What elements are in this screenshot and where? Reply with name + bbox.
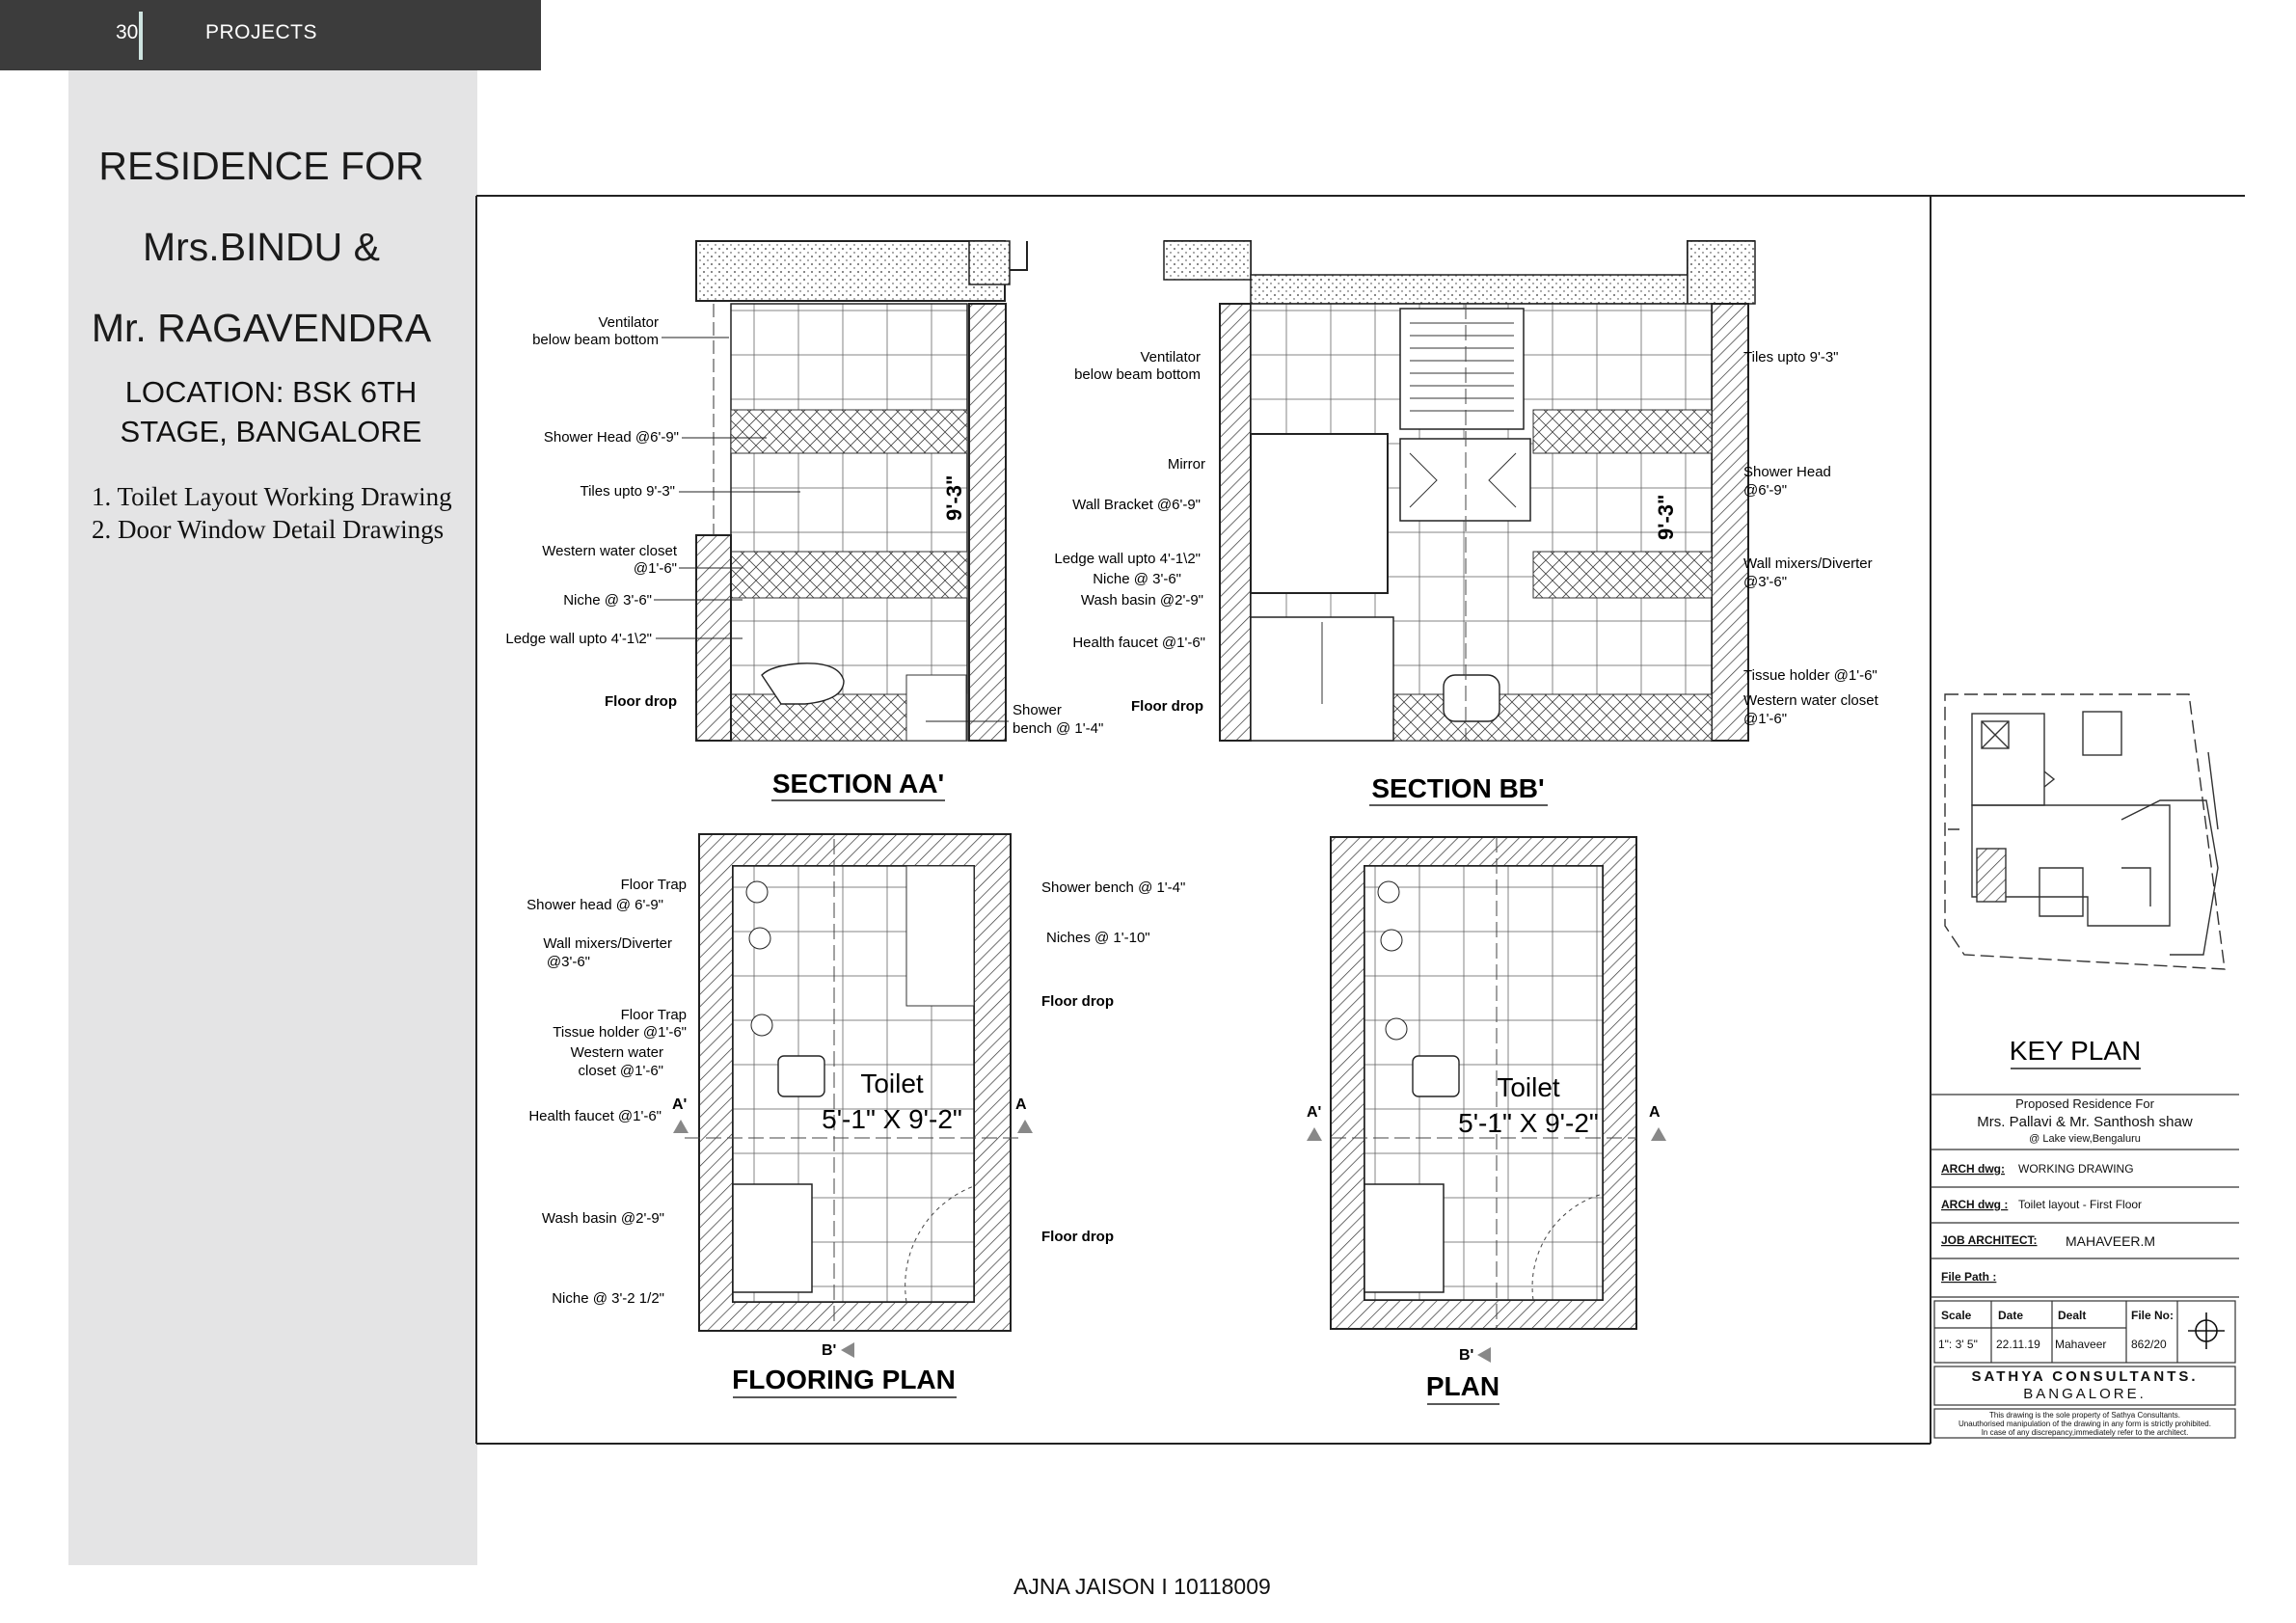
tb-meta-value: 862/20: [2131, 1338, 2167, 1351]
label-wall-mixers: Wall mixers/Diverter: [1743, 555, 1873, 572]
marker-a: A: [1649, 1104, 1661, 1121]
marker-a-prime: A': [672, 1096, 688, 1113]
label-wall-mixers: Wall mixers/Diverter: [543, 935, 672, 952]
label-ledge-wall: Ledge wall upto 4'-1\2": [505, 631, 652, 647]
location-line: STAGE, BANGALORE: [120, 415, 422, 448]
height-dim-aa: 9'-3": [942, 474, 966, 521]
label-ventilator-2: below beam bottom: [532, 332, 659, 348]
flooring-plan-drawing: [685, 834, 1022, 1331]
tb-place: @ Lake view,Bengaluru: [2029, 1133, 2141, 1145]
label-western-water: Western water: [570, 1044, 663, 1061]
tb-disclaimer: In case of any discrepancy,immediately refer to the architect.: [1981, 1428, 2189, 1437]
label-floor-trap-2: Floor Trap: [620, 1007, 687, 1023]
label-mirror: Mirror: [1167, 456, 1205, 473]
project-title-line: Mr. RAGAVENDRA: [91, 306, 432, 350]
label-tiles: Tiles upto 9'-3": [580, 483, 675, 500]
label-floor-drop-2: Floor drop: [1041, 1229, 1114, 1245]
label-ventilator: Ventilator: [1140, 349, 1201, 365]
contents-item: 2. Door Window Detail Drawings: [92, 515, 445, 544]
label-shower-head-2: @6'-9": [1743, 482, 1788, 499]
label-wall-mixers-2: @3'-6": [1743, 574, 1788, 590]
label-shower: Shower: [1013, 702, 1062, 718]
title-block-text: [1938, 1096, 2225, 1437]
label-niche: Niche @ 3'-2 1/2": [552, 1290, 664, 1307]
section-bb-labels-left: [1054, 349, 1205, 715]
label-floor-drop: Floor drop: [1131, 698, 1203, 715]
project-title-line: RESIDENCE FOR: [98, 144, 424, 188]
contents-item: 1. Toilet Layout Working Drawing: [92, 482, 452, 511]
label-ledge-wall: Ledge wall upto 4'-1\2": [1054, 551, 1201, 567]
flooring-plan-title: FLOORING PLAN: [732, 1365, 956, 1394]
room-name: Toilet: [860, 1068, 924, 1098]
label-niche: Niche @ 3'-6": [563, 592, 652, 609]
tb-meta-value: 22.11.19: [1996, 1338, 2040, 1351]
tb-client: Mrs. Pallavi & Mr. Santhosh shaw: [1977, 1114, 2193, 1130]
room-size: 5'-1" X 9'-2": [1458, 1108, 1599, 1138]
label-shower-head: Shower head @ 6'-9": [527, 897, 663, 913]
location-line: LOCATION: BSK 6TH: [124, 375, 418, 409]
tb-city: BANGALORE.: [2023, 1386, 2147, 1402]
section-aa-drawing: [696, 241, 1027, 741]
plan-title: PLAN: [1425, 1371, 1500, 1401]
tb-meta-header: Date: [1998, 1309, 2024, 1322]
tb-meta-header: Scale: [1941, 1309, 1972, 1322]
marker-b-prime: B': [822, 1342, 837, 1359]
project-title-line: Mrs.BINDU &: [143, 225, 380, 269]
label-tissue-holder: Tissue holder @1'-6": [553, 1024, 687, 1041]
page-number: 30: [116, 21, 139, 43]
label-health-faucet: Health faucet @1'-6": [528, 1108, 662, 1124]
marker-a: A: [1015, 1096, 1027, 1113]
tb-meta-value: 1": 3' 5": [1938, 1338, 1978, 1351]
label-ventilator: Ventilator: [598, 314, 659, 331]
tb-row-label: ARCH dwg :: [1941, 1198, 2009, 1211]
tb-row-label: File Path :: [1941, 1270, 1997, 1284]
label-tiles: Tiles upto 9'-3": [1743, 349, 1839, 365]
tb-row-value: MAHAVEER.M: [2066, 1233, 2156, 1249]
label-wc-2: @1'-6": [1743, 711, 1788, 727]
section-label: PROJECTS: [205, 21, 318, 43]
footer-author: AJNA JAISON I 10118009: [1013, 1574, 1271, 1599]
room-size: 5'-1" X 9'-2": [822, 1104, 962, 1134]
tb-row-value: Toilet layout - First Floor: [2018, 1198, 2143, 1211]
tb-meta-header: File No:: [2131, 1309, 2174, 1322]
section-bb-drawing: [1164, 241, 1755, 741]
marker-a-prime: A': [1307, 1104, 1322, 1121]
label-wall-mixers-2: @3'-6": [546, 954, 590, 970]
label-niche: Niche @ 3'-6": [1093, 571, 1181, 587]
marker-b-prime: B': [1459, 1347, 1474, 1364]
tb-disclaimer: This drawing is the sole property of Sathya Consultants.: [1989, 1411, 2180, 1420]
label-wc-height: @1'-6": [633, 560, 677, 577]
label-health-faucet: Health faucet @1'-6": [1072, 635, 1205, 651]
label-wash-basin: Wash basin @2'-9": [1080, 592, 1203, 609]
plan-drawing: [1331, 837, 1636, 1329]
label-niches: Niches @ 1'-10": [1046, 930, 1150, 946]
label-wc: Western water closet: [1743, 692, 1878, 709]
tb-firm: SATHYA CONSULTANTS.: [1971, 1368, 2199, 1385]
tb-meta-header: Dealt: [2058, 1309, 2087, 1322]
section-bb-title: SECTION BB': [1371, 773, 1545, 803]
tb-row-label: ARCH dwg:: [1941, 1162, 2005, 1176]
tb-disclaimer: Unauthorised manipulation of the drawing in any form is strictly prohibited.: [1958, 1420, 2211, 1428]
tb-row-value: WORKING DRAWING: [2018, 1162, 2134, 1176]
flooring-plan-labels-left: [527, 877, 687, 1307]
label-ventilator-2: below beam bottom: [1074, 366, 1201, 383]
tb-row-label: JOB ARCHITECT:: [1941, 1233, 2038, 1247]
section-aa-title: SECTION AA': [771, 769, 945, 798]
height-dim-bb: 9'-3": [1654, 494, 1678, 540]
key-plan-title: KEY PLAN: [2009, 1036, 2142, 1066]
north-arrow-icon: [2188, 1312, 2225, 1349]
label-floor-drop: Floor drop: [1041, 993, 1114, 1010]
label-wc: Western water closet: [542, 543, 677, 559]
label-closet: closet @1'-6": [578, 1063, 663, 1079]
label-floor-trap: Floor Trap: [620, 877, 687, 893]
key-plan-drawing: [1945, 694, 2225, 969]
label-wall-bracket: Wall Bracket @6'-9": [1072, 497, 1201, 513]
flooring-plan-labels-right: [1041, 879, 1185, 1245]
label-wash-basin: Wash basin @2'-9": [541, 1210, 664, 1227]
tb-meta-value: Mahaveer: [2055, 1338, 2107, 1351]
label-shower-bench: Shower bench @ 1'-4": [1041, 879, 1186, 896]
room-name: Toilet: [1497, 1072, 1560, 1102]
label-shower-head: Shower Head @6'-9": [543, 429, 679, 446]
tb-proposed: Proposed Residence For: [2015, 1096, 2154, 1111]
label-shower-bench: bench @ 1'-4": [1013, 720, 1104, 737]
label-floor-drop: Floor drop: [605, 693, 677, 710]
label-shower-head: Shower Head: [1743, 464, 1831, 480]
section-bb-labels-right: [1743, 349, 1879, 727]
label-tissue-holder: Tissue holder @1'-6": [1743, 667, 1877, 684]
